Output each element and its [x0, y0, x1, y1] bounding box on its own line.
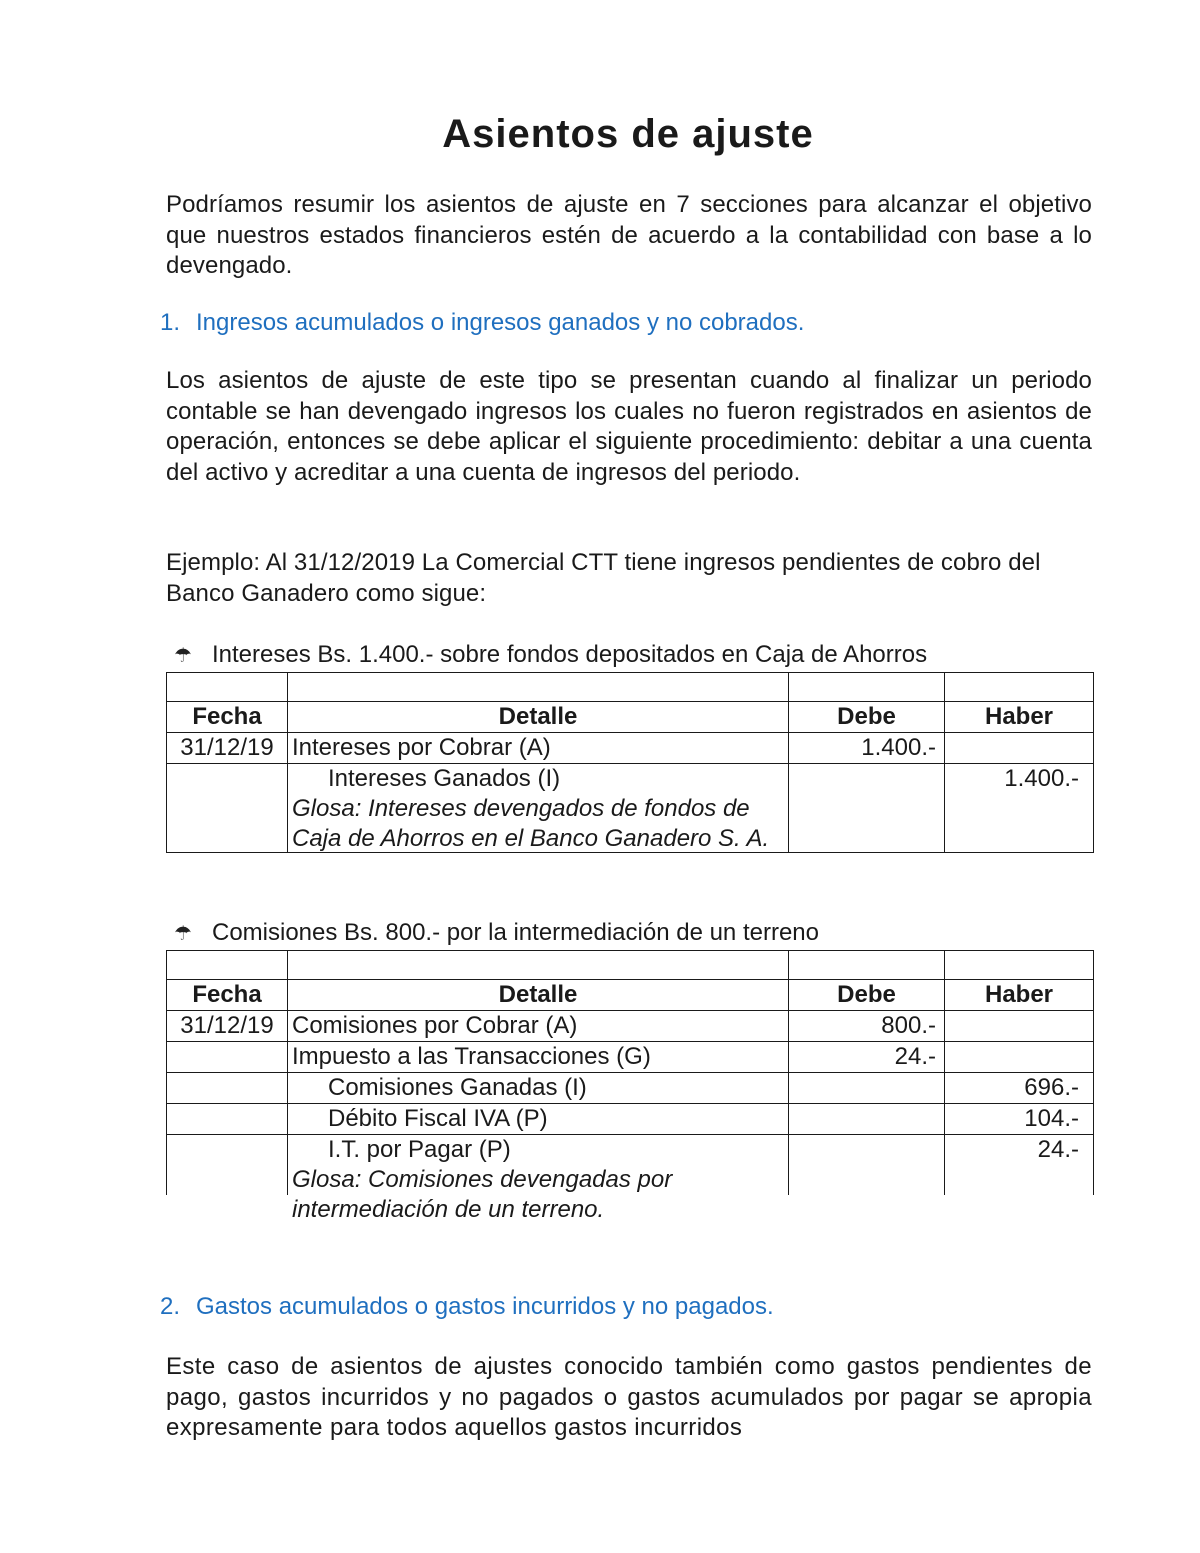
table-row [167, 733, 1094, 764]
bullet-comisiones-text: Comisiones Bs. 800.- por la intermediación de un terreno [212, 919, 819, 946]
credit-account: Comisiones Ganadas (I) [328, 1074, 587, 1101]
section-2-number: 2. [160, 1293, 181, 1320]
cell-haber: 1.400.- [945, 764, 1094, 853]
table-header-row [167, 980, 1094, 1011]
cell-detalle: Comisiones por Cobrar (A) [288, 1011, 789, 1042]
section-1-title: Ingresos acumulados o ingresos ganados y no cobrados. [196, 309, 805, 336]
example-paragraph: Ejemplo: Al 31/12/2019 La Comercial CTT tiene ingresos pendientes de cobro del Banco Ganadero como sigue: [166, 549, 1041, 607]
umbrella-icon: ☂ [174, 923, 192, 945]
header-detalle: Detalle [288, 702, 789, 733]
glosa-text: Glosa: Intereses devengados de fondos de Caja de Ahorros en el Banco Ganadero S. A. [292, 795, 770, 852]
table-row [167, 1042, 1094, 1073]
cell-haber [945, 733, 1094, 764]
cell-fecha: 31/12/19 [167, 733, 288, 764]
credit-account: Intereses Ganados (I) [328, 765, 561, 792]
cell-haber: 104.- [945, 1104, 1094, 1135]
credit-account: I.T. por Pagar (P) [328, 1136, 511, 1163]
glosa-text: Glosa: Comisiones devengadas por intermediación de un terreno. [292, 1166, 673, 1223]
ledger-table-intereses [166, 672, 1094, 853]
table-row [167, 1104, 1094, 1135]
cell-detalle [288, 1073, 789, 1104]
section-2-heading [160, 1292, 774, 1322]
section-1-number: 1. [160, 309, 181, 336]
cell-debe: 1.400.- [789, 733, 945, 764]
bullet-comisiones [174, 918, 819, 949]
section-1-paragraph: Los asientos de ajuste de este tipo se presentan cuando al finalizar un periodo contable se han devengado ingresos los cuales no fueron registrados en asientos de operación, entonces se debe aplicar el siguiente procedimiento: debitar a una cuenta del activo y acreditar a una cuenta de ingresos del periodo. [166, 367, 1092, 486]
header-debe: Debe [789, 702, 945, 733]
header-haber: Haber [945, 702, 1094, 733]
bullet-intereses [174, 640, 927, 671]
cell-detalle [288, 764, 789, 853]
ledger-table-comisiones [166, 950, 1094, 1223]
cell-detalle [288, 1135, 789, 1223]
table-row [167, 764, 1094, 853]
header-haber: Haber [945, 980, 1094, 1011]
cell-haber: 24.- [945, 1135, 1094, 1196]
cell-detalle: Impuesto a las Transacciones (G) [288, 1042, 789, 1073]
intro-paragraph: Podríamos resumir los asientos de ajuste en 7 secciones para alcanzar el objetivo que nuestros estados financieros estén de acuerdo a la contabilidad con base a lo devengado. [166, 191, 1092, 279]
credit-account: Débito Fiscal IVA (P) [328, 1105, 548, 1132]
header-debe: Debe [789, 980, 945, 1011]
table-row [167, 951, 1094, 980]
cell-detalle [288, 1104, 789, 1135]
cell-fecha: 31/12/19 [167, 1011, 288, 1042]
header-detalle: Detalle [288, 980, 789, 1011]
bullet-intereses-text: Intereses Bs. 1.400.- sobre fondos depositados en Caja de Ahorros [212, 641, 928, 668]
header-fecha: Fecha [167, 702, 288, 733]
cell-debe: 24.- [789, 1042, 945, 1073]
umbrella-icon: ☂ [174, 645, 192, 667]
cell-haber: 696.- [945, 1073, 1094, 1104]
table-header-row [167, 702, 1094, 733]
cell-debe: 800.- [789, 1011, 945, 1042]
section-2-paragraph: Este caso de asientos de ajustes conocido también como gastos pendientes de pago, gastos incurridos y no pagados o gastos acumulados por pagar se apropia expresamente para todos aquellos gastos incurridos [166, 1353, 1092, 1441]
cell-detalle: Intereses por Cobrar (A) [288, 733, 789, 764]
table-row [167, 1135, 1094, 1196]
table-row [167, 673, 1094, 702]
header-fecha: Fecha [167, 980, 288, 1011]
section-2-title: Gastos acumulados o gastos incurridos y no pagados. [196, 1293, 774, 1320]
table-row [167, 1073, 1094, 1104]
section-1-heading [160, 308, 804, 338]
page-title: Asientos de ajuste [442, 112, 814, 156]
table-row [167, 1011, 1094, 1042]
